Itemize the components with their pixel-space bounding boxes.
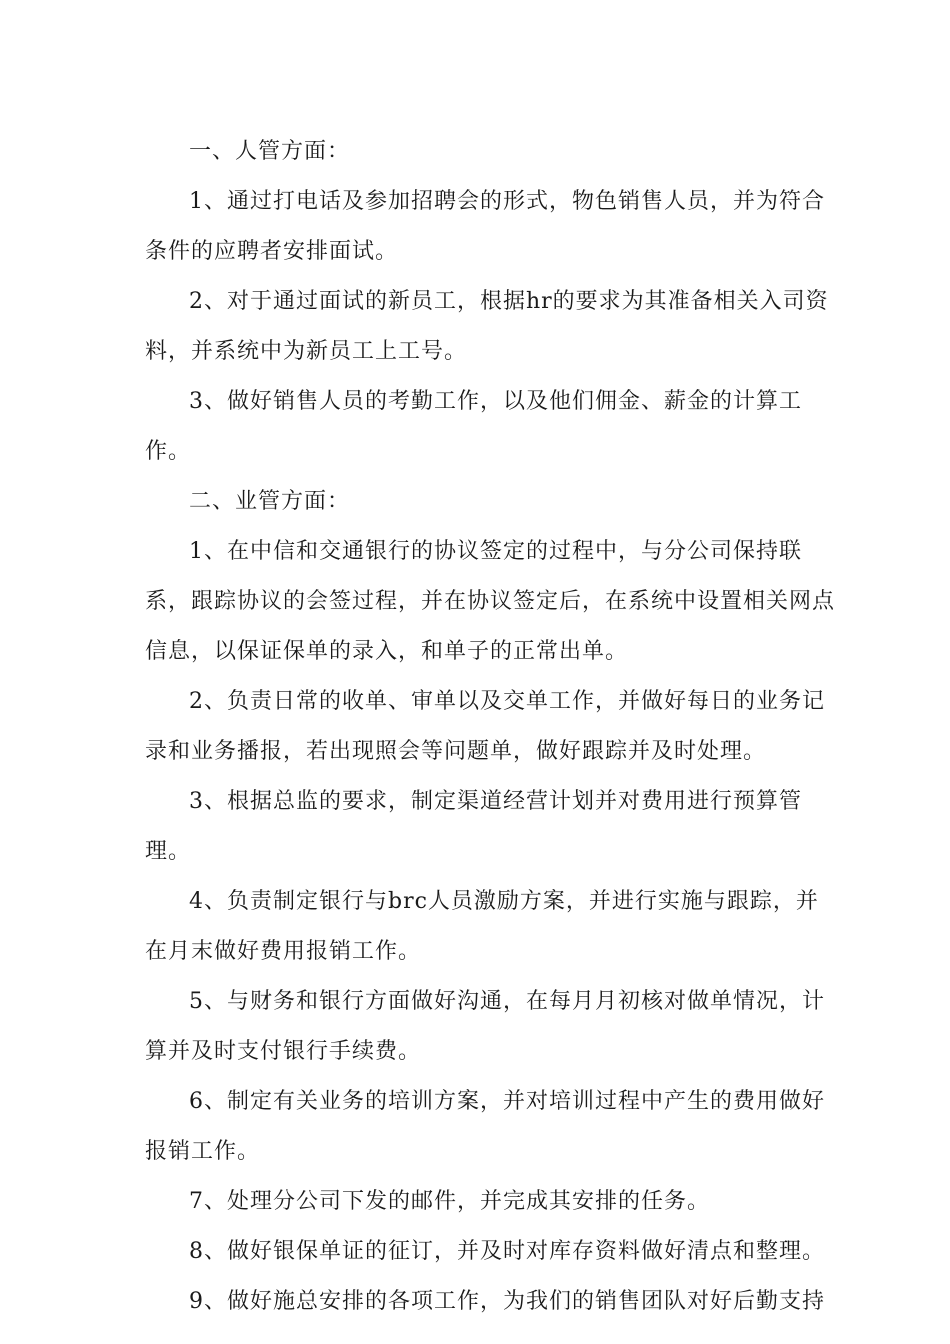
paragraph: 2、负责日常的收单、审单以及交单工作，并做好每日的业务记录和业务播报，若出现照会等问题单，做好跟踪并及时处理。 bbox=[145, 689, 825, 764]
document-body bbox=[145, 127, 835, 1327]
paragraph: 3、做好销售人员的考勤工作，以及他们佣金、薪金的计算工作。 bbox=[145, 389, 802, 464]
section-heading-business: 二、业管方面： bbox=[189, 489, 351, 514]
paragraph: 4、负责制定银行与brc人员激励方案，并进行实施与跟踪，并在月末做好费用报销工作。 bbox=[145, 889, 819, 964]
paragraph: 1、通过打电话及参加招聘会的形式，物色销售人员，并为符合条件的应聘者安排面试。 bbox=[145, 189, 825, 264]
paragraph: 7、处理分公司下发的邮件，并完成其安排的任务。 bbox=[189, 1189, 710, 1214]
paragraph: 3、根据总监的要求，制定渠道经营计划并对费用进行预算管理。 bbox=[145, 789, 802, 864]
section-heading-personnel: 一、人管方面： bbox=[189, 139, 351, 164]
paragraph: 5、与财务和银行方面做好沟通，在每月月初核对做单情况，计算并及时支付银行手续费。 bbox=[145, 989, 825, 1064]
paragraph: 1、在中信和交通银行的协议签定的过程中，与分公司保持联系，跟踪协议的会签过程，并在协议签定后，在系统中设置相关网点信息，以保证保单的录入，和单子的正常出单。 bbox=[145, 539, 836, 664]
paragraph: 2、对于通过面试的新员工，根据hr的要求为其准备相关入司资料，并系统中为新员工上工号。 bbox=[145, 289, 829, 364]
paragraph: 9、做好施总安排的各项工作，为我们的销售团队对好后勤支持 bbox=[189, 1289, 825, 1314]
paragraph: 8、做好银保单证的征订，并及时对库存资料做好清点和整理。 bbox=[189, 1239, 825, 1264]
paragraph: 6、制定有关业务的培训方案，并对培训过程中产生的费用做好报销工作。 bbox=[145, 1089, 825, 1164]
